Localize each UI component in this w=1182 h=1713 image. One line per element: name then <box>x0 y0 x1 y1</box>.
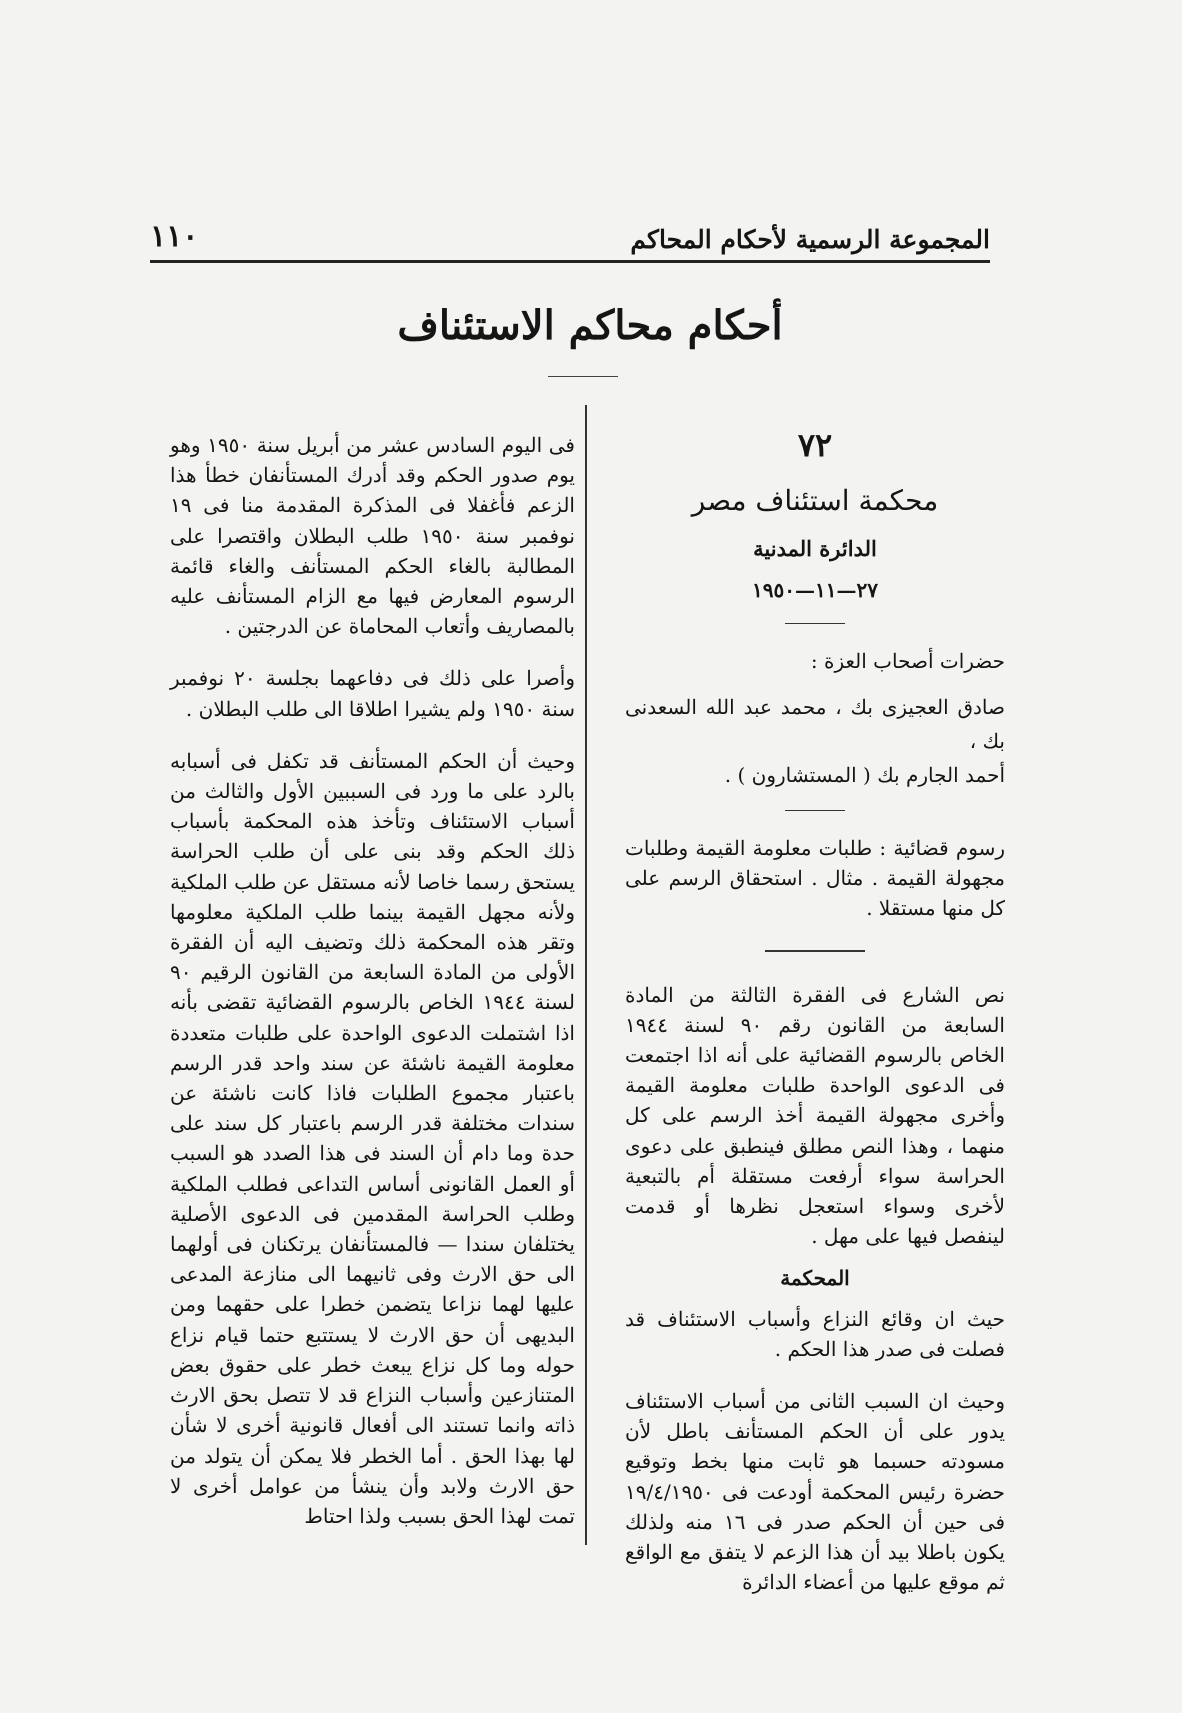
case-number: ٧٢ <box>797 426 833 464</box>
section-title: أحكام محاكم الاستئناف <box>397 302 783 349</box>
circuit-name: الدائرة المدنية <box>753 536 877 562</box>
continuation-paragraph-3: وحيث أن الحكم المستأنف قد تكفل فى أسبابه بالرد على ما ورد فى السببين الأول والثالث من أسباب الاستئناف وتأخذ هذه المحكمة بأسباب ذلك الحكم وقد بنى على أن طلب الحراسة يستحق رسما خاصا لأنه مستقل عن طلب الملكية ولأنه مجهل القيمة بينما طلب الملكية معلومها وتقر هذه المحكمة ذلك وتضيف اليه أن الفقرة الأولى من المادة السابعة من القانون الرقيم ٩٠ لسنة ١٩٤٤ الخاص بالرسوم القضائية تقضى بأنه اذا اشتملت الدعوى الواحدة على طلبات متعددة معلومة القيمة ناشئة عن سند واحد قدر الرسم باعتبار مجموع الطلبات فاذا كانت ناشئة عن سندات مختلفة قدر الرسم باعتبار كل سند على حدة وما دام أن السند فى هذا الصدد هو السبب أو العمل القانونى أساس التداعى فطلب الملكية وطلب الحراسة المقدمين فى الدعوى الأصلية يختلفان سندا — فالمستأنفان يرتكنان فى أولهما الى حق الارث وفى ثانيهما الى منازعة المدعى عليها لهما نزاعا يتضمن خطرا على حقهما ومن البديهى أن حق الارث لا يستتبع حتما قيام نزاع حوله وما كل نزاع يبعث خطر على حقوق بعض المتنازعين وأسباب النزاع قد لا تتصل بحق الارث ذاته وانما تستند الى أفعال قانونية أخرى لا شأن لها بهذا الحق . أما الخطر فلا يمكن أن يتولد من حق الارث ولابد وأن ينشأ من عوامل أخرى لا تمت لهذا الحق بسبب ولذا احتاط <box>170 748 575 1528</box>
running-head <box>150 210 990 263</box>
summary-rule <box>765 950 865 952</box>
column-divider <box>585 405 587 1545</box>
continuation-paragraph-2: وأصرا على ذلك فى دفاعهما بجلسة ٢٠ نوفمبر سنة ١٩٥٠ ولم يشيرا اطلاقا الى طلب البطلان . <box>170 666 575 721</box>
judges-list <box>625 690 1005 792</box>
legal-principle: نص الشارع فى الفقرة الثالثة من المادة السابعة من القانون رقم ٩٠ لسنة ١٩٤٤ الخاص بالرسوم القضائية على أنه اذا اجتمعت فى الدعوى الواحدة طلبات معلومة القيمة وأخرى مجهولة القيمة أخذ الرسم على كل منهما ، وهذا النص مطلق فينطبق على دعوى الحراسة سواء أرفعت مستقلة أم بالتبعية لأخرى وسواء استعجل نظرها أو قدمت لينفصل فيها على مهل . <box>625 982 1006 1249</box>
judges-line-1: صادق العجيزى بك ، محمد عبد الله السعدنى بك ، <box>625 695 1005 754</box>
paragraph-gap <box>625 1364 1005 1386</box>
judges-line-2: أحمد الجارم بك ( المستشارون ) . <box>724 763 1005 788</box>
judges-rule <box>785 810 845 811</box>
reasoning-paragraph-2: وحيث ان السبب الثانى من أسباب الاستئناف يدور على أن الحكم المستأنف باطل لأن مسودته حسبما هو ثابت منها بخط وتوقيع حضرة رئيس المحكمة أودعت فى ١٩/٤/١٩٥٠ فى حين أن الحكم صدر فى ١٦ منه ولذلك يكون باطلا بيد أن هذا الزعم لا يتفق مع الواقع ثم موقع عليها من أعضاء الدائرة <box>625 1389 1006 1595</box>
judgment-date: ٢٧—١١—١٩٥٠ <box>752 577 878 602</box>
paragraph-gap <box>170 641 575 663</box>
paragraph-gap <box>170 724 575 746</box>
continuation-paragraph-1: فى اليوم السادس عشر من أبريل سنة ١٩٥٠ وهو يوم صدور الحكم وقد أدرك المستأنفان خطأ هذا الزعم فأغفلا فى المذكرة المقدمة منا فى ١٩ نوفمبر سنة ١٩٥٠ طلب البطلان واقتصرا على المطالبة بالغاء الحكم المستأنف والغاء قائمة الرسوم المعارض فيها مع الزام المستأنف عليه بالمصاريف وأتعاب المحاماة عن الدرجتين . <box>170 433 575 639</box>
section-rule <box>548 376 618 377</box>
court-heading: المحكمة <box>780 1266 850 1291</box>
left-column <box>170 430 575 1531</box>
running-title: المجموعة الرسمية لأحكام المحاكم <box>630 225 990 254</box>
presence-intro: حضرات أصحاب العزة : <box>810 648 1005 673</box>
reasoning-paragraph-1: حيث ان وقائع النزاع وأسباب الاستئناف قد فصلت فى صدر هذا الحكم . <box>625 1306 1005 1361</box>
court-name: محكمة استئناف مصر <box>691 484 939 518</box>
case-summary: رسوم قضائية : طلبات معلومة القيمة وطلبات مجهولة القيمة . مثال . استحقاق الرسم على كل منها مستقلا . <box>625 836 1005 921</box>
page-number: ١١٠ <box>150 219 199 254</box>
right-column <box>625 426 1006 1597</box>
date-rule <box>785 623 845 624</box>
